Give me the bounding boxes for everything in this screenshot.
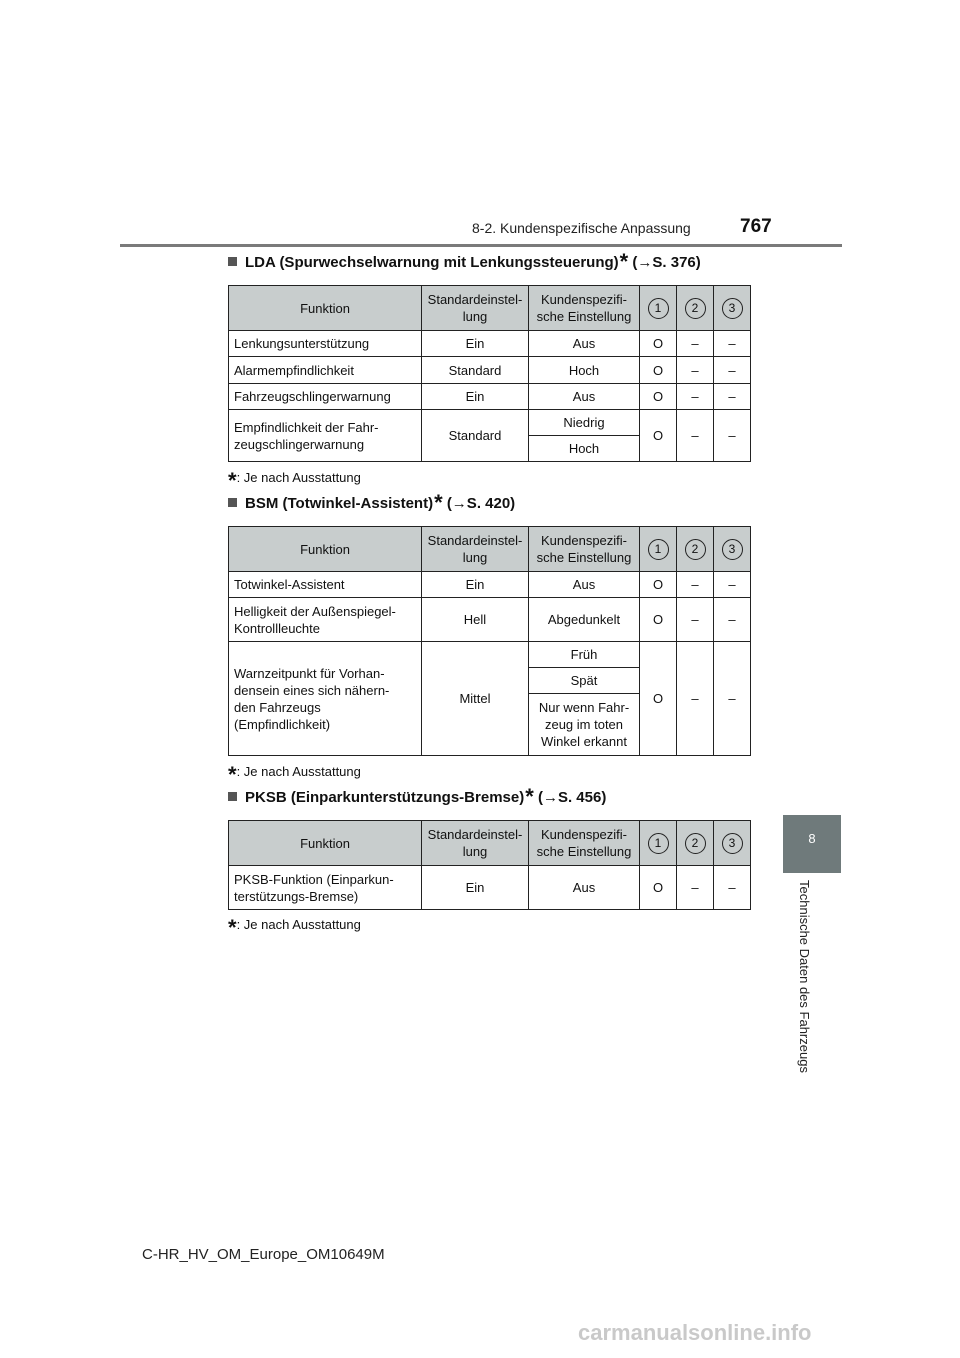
bullet-square-icon — [228, 498, 237, 507]
table-row: Empfindlichkeit der Fahr- zeugschlingerwarnung Standard Niedrig O – – — [229, 410, 751, 436]
page-number: 767 — [740, 216, 772, 237]
circle-1-icon: 1 — [648, 298, 669, 319]
watermark: carmanualsonline.info — [578, 1320, 812, 1345]
col-header-2 — [677, 527, 714, 572]
page-reference[interactable]: (→S. 376) — [632, 254, 701, 271]
col-header-function: Funktion — [229, 821, 422, 866]
col-header-default: Standardeinstel- lung — [422, 821, 529, 866]
table-row: Warnzeitpunkt für Vorhan- densein eines sich nähern- den Fahrzeugs (Empfindlichkeit) Mittel Früh O – – — [229, 642, 751, 668]
bullet-square-icon — [228, 257, 237, 266]
page-reference[interactable]: (→S. 420) — [446, 495, 516, 512]
circle-2-icon: 2 — [685, 298, 706, 319]
circle-3-icon: 3 — [722, 298, 743, 319]
circle-3-icon: 3 — [722, 833, 743, 854]
bullet-square-icon — [228, 792, 237, 801]
table-row: Fahrzeugschlingerwarnung Ein Aus O – – — [229, 384, 751, 410]
footnote: *: Je nach Ausstattung — [228, 915, 361, 940]
table-row: Hoch — [229, 436, 751, 462]
chapter-number: 8 — [808, 831, 816, 846]
table-pksb — [228, 820, 751, 910]
chapter-label: Technische Daten des Fahrzeugs — [797, 880, 812, 1073]
table-lda — [228, 285, 751, 462]
col-header-3 — [714, 286, 751, 331]
section-title-lda: LDA (Spurwechselwarnung mit Lenkungssteuerung)* (→S. 376) — [228, 254, 701, 271]
page-reference[interactable]: (→S. 456) — [537, 789, 607, 806]
col-header-function: Funktion — [229, 527, 422, 572]
col-header-custom: Kundenspezifi- sche Einstellung — [529, 821, 640, 866]
table-row: Alarmempfindlichkeit Standard Hoch O – – — [229, 357, 751, 384]
table-row: Lenkungsunterstützung Ein Aus O – – — [229, 331, 751, 357]
section-header: 8-2. Kundenspezifische Anpassung — [472, 220, 691, 236]
section-title-pksb: PKSB (Einparkunterstützungs-Bremse)* (→S. 456) — [228, 789, 606, 806]
col-header-2 — [677, 821, 714, 866]
circle-1-icon: 1 — [648, 833, 669, 854]
col-header-1 — [640, 527, 677, 572]
col-header-function: Funktion — [229, 286, 422, 331]
document-id: C-HR_HV_OM_Europe_OM10649M — [142, 1246, 385, 1263]
footnote: *: Je nach Ausstattung — [228, 468, 361, 493]
col-header-custom: Kundenspezifi- sche Einstellung — [529, 527, 640, 572]
table-row: Nur wenn Fahr- zeug im toten Winkel erkannt — [229, 694, 751, 756]
table-bsm — [228, 526, 751, 756]
table-row: Spät — [229, 668, 751, 694]
circle-1-icon: 1 — [648, 539, 669, 560]
col-header-custom: Kundenspezifi- sche Einstellung — [529, 286, 640, 331]
header-divider — [120, 244, 842, 247]
section-title-bsm: BSM (Totwinkel-Assistent)* (→S. 420) — [228, 495, 515, 512]
table-row: PKSB-Funktion (Einparkun- terstützungs-Bremse) Ein Aus O – – — [229, 866, 751, 910]
table-row: Helligkeit der Außenspiegel- Kontrollleuchte Hell Abgedunkelt O – – — [229, 598, 751, 642]
circle-2-icon: 2 — [685, 833, 706, 854]
col-header-default: Standardeinstel- lung — [422, 527, 529, 572]
col-header-3 — [714, 527, 751, 572]
col-header-default: Standardeinstel- lung — [422, 286, 529, 331]
col-header-1 — [640, 821, 677, 866]
chapter-tab[interactable] — [783, 815, 841, 873]
col-header-1 — [640, 286, 677, 331]
circle-3-icon: 3 — [722, 539, 743, 560]
col-header-2 — [677, 286, 714, 331]
circle-2-icon: 2 — [685, 539, 706, 560]
footnote: *: Je nach Ausstattung — [228, 762, 361, 787]
table-row: Totwinkel-Assistent Ein Aus O – – — [229, 572, 751, 598]
col-header-3 — [714, 821, 751, 866]
